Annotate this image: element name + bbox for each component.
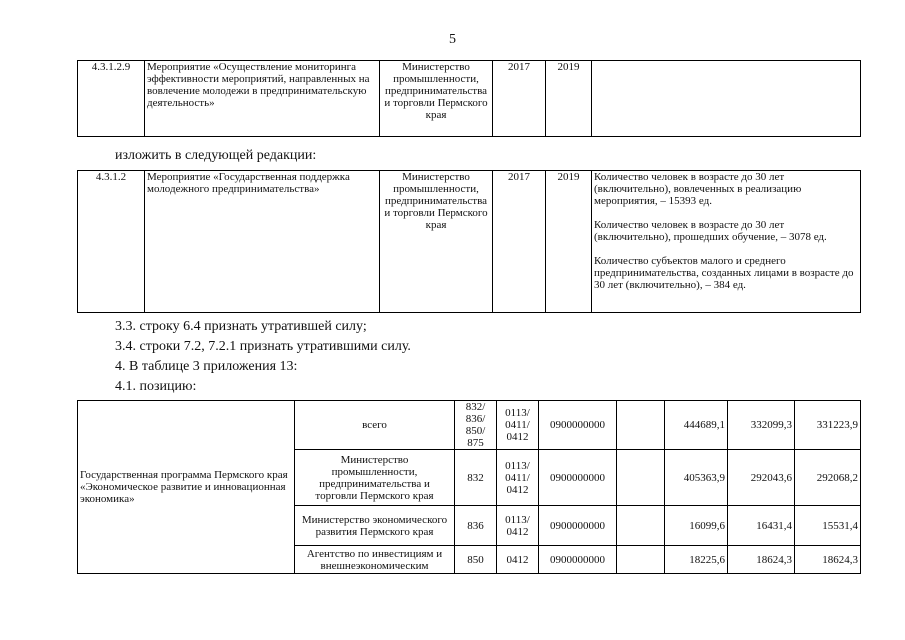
table-cell-executor: Министерство экономического развития Пермского края (295, 506, 455, 546)
paragraph: 4.1. позицию: (115, 379, 197, 394)
result-item: Количество человек в возрасте до 30 лет (включительно), прошедших обучение, – 3078 ед. (594, 219, 827, 243)
result-item: Количество человек в возрасте до 30 лет (включительно), вовлеченных в реализацию мероприятия, – 15393 ед. (594, 171, 802, 207)
table-cell-csr: 0900000000 (539, 506, 617, 546)
table-cell-section: 0113/ 0412 (497, 506, 539, 546)
table-cell-title: Мероприятие «Осуществление мониторинга эффективности мероприятий, направленных на вовлечение молодежи в предпринимательскую деятельность» (145, 61, 380, 137)
table-cell-year3: 18624,3 (795, 546, 861, 574)
page-number: 5 (449, 32, 456, 47)
table-cell-year-start: 2017 (493, 171, 546, 313)
table-cell-executor: Министерство промышленности, предпринимательства и торговли Пермского края (295, 450, 455, 506)
table-cell-grbs: 832/ 836/ 850/ 875 (455, 401, 497, 450)
table-cell-year-end: 2019 (546, 171, 592, 313)
paragraph: 4. В таблице 3 приложения 13: (115, 359, 298, 374)
table-cell-vr (617, 450, 665, 506)
table-cell-year3: 15531,4 (795, 506, 861, 546)
table-cell-vr (617, 401, 665, 450)
table-cell-year1: 444689,1 (665, 401, 728, 450)
table-cell-year2: 292043,6 (728, 450, 795, 506)
table-cell-year2: 16431,4 (728, 506, 795, 546)
table-cell-grbs: 850 (455, 546, 497, 574)
table-cell-code: 4.3.1.2.9 (78, 61, 145, 137)
table-cell-code: 4.3.1.2 (78, 171, 145, 313)
table-cell-year1: 16099,6 (665, 506, 728, 546)
table-cell-year1: 18225,6 (665, 546, 728, 574)
table-cell-year3: 331223,9 (795, 401, 861, 450)
table-cell-year2: 332099,3 (728, 401, 795, 450)
table-cell-csr: 0900000000 (539, 450, 617, 506)
table-cell-results (592, 171, 861, 313)
table-cell-grbs: 832 (455, 450, 497, 506)
table-cell-section: 0113/ 0411/ 0412 (497, 450, 539, 506)
table-cell-year3: 292068,2 (795, 450, 861, 506)
table-program-funding (77, 400, 861, 574)
table-cell-program: Государственная программа Пермского края «Экономическое развитие и инновационная экономика» (78, 401, 295, 574)
table-cell-title: Мероприятие «Государственная поддержка молодежного предпринимательства» (145, 171, 380, 313)
paragraph: 3.4. строки 7.2, 7.2.1 признать утратившими силу. (115, 339, 411, 354)
table-cell-csr: 0900000000 (539, 401, 617, 450)
table-event-new (77, 170, 861, 313)
result-item: Количество субъектов малого и среднего предпринимательства, созданных лицами в возрасте до 30 лет (включительно), – 384 ед. (594, 255, 854, 291)
table-cell-result (592, 61, 861, 137)
table-cell-grbs: 836 (455, 506, 497, 546)
table-cell-ministry: Министерство промышленности, предпринимательства и торговли Пермского края (380, 171, 493, 313)
table-cell-year-start: 2017 (493, 61, 546, 137)
table-cell-vr (617, 546, 665, 574)
table-cell-csr: 0900000000 (539, 546, 617, 574)
table-cell-year-end: 2019 (546, 61, 592, 137)
table-cell-vr (617, 506, 665, 546)
table-event-old (77, 60, 861, 137)
table-cell-ministry: Министерство промышленности, предпринимательства и торговли Пермского края (380, 61, 493, 137)
table-cell-executor: Агентство по инвестициям и внешнеэкономическим (295, 546, 455, 574)
table-cell-section: 0412 (497, 546, 539, 574)
text-new-edition: изложить в следующей редакции: (115, 148, 317, 163)
paragraph: 3.3. строку 6.4 признать утратившей силу; (115, 319, 367, 334)
table-cell-year1: 405363,9 (665, 450, 728, 506)
table-cell-executor: всего (295, 401, 455, 450)
table-cell-section: 0113/ 0411/ 0412 (497, 401, 539, 450)
table-cell-year2: 18624,3 (728, 546, 795, 574)
